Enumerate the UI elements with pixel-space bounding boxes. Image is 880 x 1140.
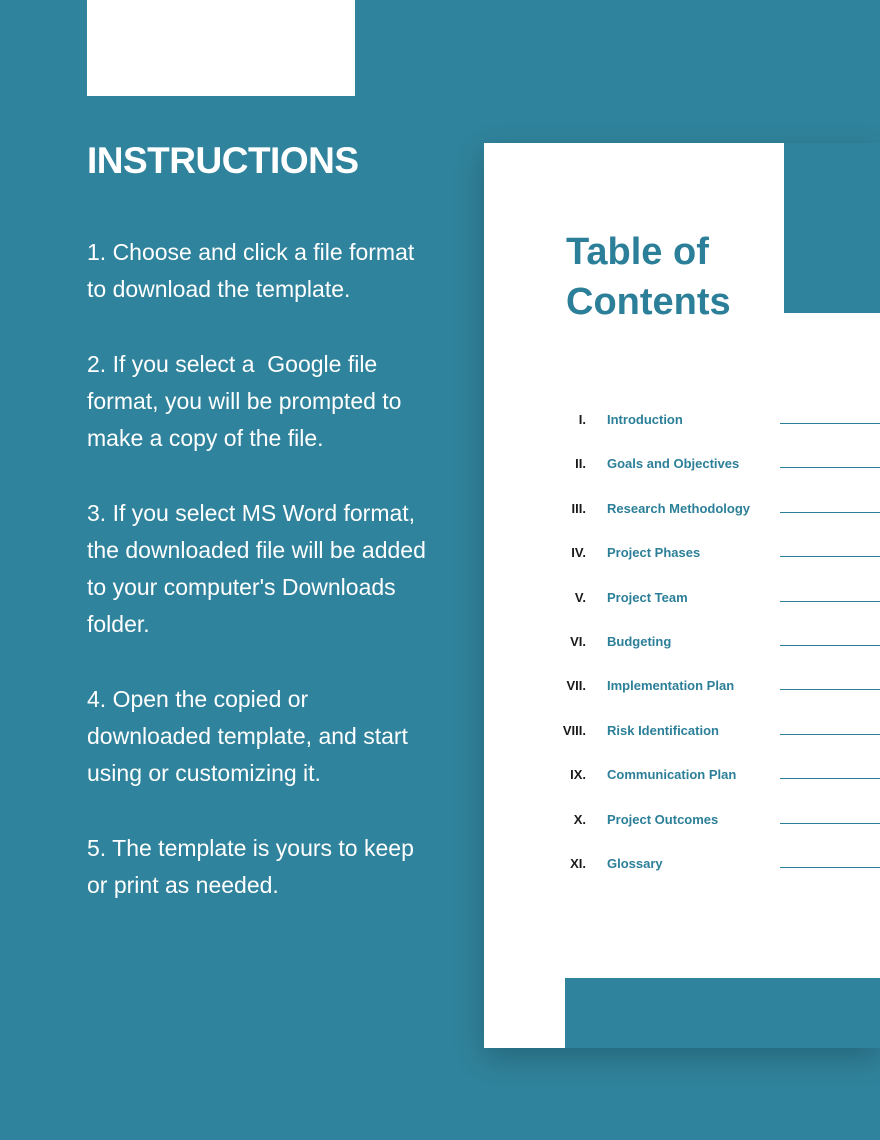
toc-row-introduction xyxy=(484,408,880,452)
toc-leader-line xyxy=(780,689,880,690)
toc-label: Budgeting xyxy=(607,633,672,649)
toc-label: Project Phases xyxy=(607,545,701,561)
instructions-list xyxy=(87,234,433,942)
document-preview xyxy=(484,143,880,1048)
instruction-step-1: 1. Choose and click a file format to download the template. xyxy=(87,239,421,302)
toc-label: Risk Identification xyxy=(607,722,719,738)
toc-row-budgeting xyxy=(484,630,880,674)
toc-leader-line xyxy=(780,734,880,735)
toc-leader-line xyxy=(780,867,880,868)
toc-row-methodology xyxy=(484,497,880,541)
instructions-heading: INSTRUCTIONS xyxy=(87,140,359,181)
toc-row-goals xyxy=(484,452,880,496)
toc-number: VI. xyxy=(570,633,586,649)
toc-label: Introduction xyxy=(607,412,683,427)
toc-row-implementation xyxy=(484,674,880,718)
toc-number: III. xyxy=(571,500,586,516)
toc-number: IV. xyxy=(571,545,586,561)
toc-row-glossary xyxy=(484,852,880,896)
toc-label: Research Methodology xyxy=(607,500,751,516)
toc-leader-line xyxy=(780,601,880,602)
toc-label: Project Outcomes xyxy=(607,811,719,827)
toc-row-outcomes xyxy=(484,808,880,852)
instruction-step-3: 3. If you select MS Word format, the downloaded file will be added to your computer's Downloads folder. xyxy=(87,500,433,637)
toc-leader-line xyxy=(780,423,880,424)
toc-number: IX. xyxy=(570,767,586,783)
toc-number: VIII. xyxy=(562,722,586,738)
toc-leader-line xyxy=(780,645,880,646)
document-accent-bottom xyxy=(565,978,880,1048)
document-accent-top xyxy=(784,143,880,313)
toc-number: VII. xyxy=(566,678,586,694)
toc-title: Table of Contents xyxy=(566,231,731,323)
instruction-step-2: 2. If you select a Google file format, you will be prompted to make a copy of the file. xyxy=(87,351,408,451)
toc-label: Glossary xyxy=(607,855,663,871)
toc-label: Project Team xyxy=(607,589,688,605)
toc-leader-line xyxy=(780,556,880,557)
toc-row-risk xyxy=(484,719,880,763)
toc-row-phases xyxy=(484,541,880,585)
toc-leader-line xyxy=(780,512,880,513)
toc-leader-line xyxy=(780,467,880,468)
toc-row-communication xyxy=(484,763,880,807)
toc-list xyxy=(484,408,880,896)
toc-number: II. xyxy=(575,456,586,472)
toc-label: Implementation Plan xyxy=(607,678,735,694)
toc-number: I. xyxy=(578,412,586,427)
toc-number: X. xyxy=(573,811,586,827)
toc-label: Communication Plan xyxy=(607,767,737,783)
top-white-box xyxy=(87,0,355,96)
toc-label: Goals and Objectives xyxy=(607,456,740,472)
toc-number: V. xyxy=(574,589,586,605)
toc-leader-line xyxy=(780,823,880,824)
toc-row-team xyxy=(484,586,880,630)
toc-number: XI. xyxy=(570,855,586,871)
toc-leader-line xyxy=(780,778,880,779)
instruction-step-5: 5. The template is yours to keep or print as needed. xyxy=(87,835,421,898)
instruction-step-4: 4. Open the copied or downloaded template, and start using or customizing it. xyxy=(87,686,415,786)
